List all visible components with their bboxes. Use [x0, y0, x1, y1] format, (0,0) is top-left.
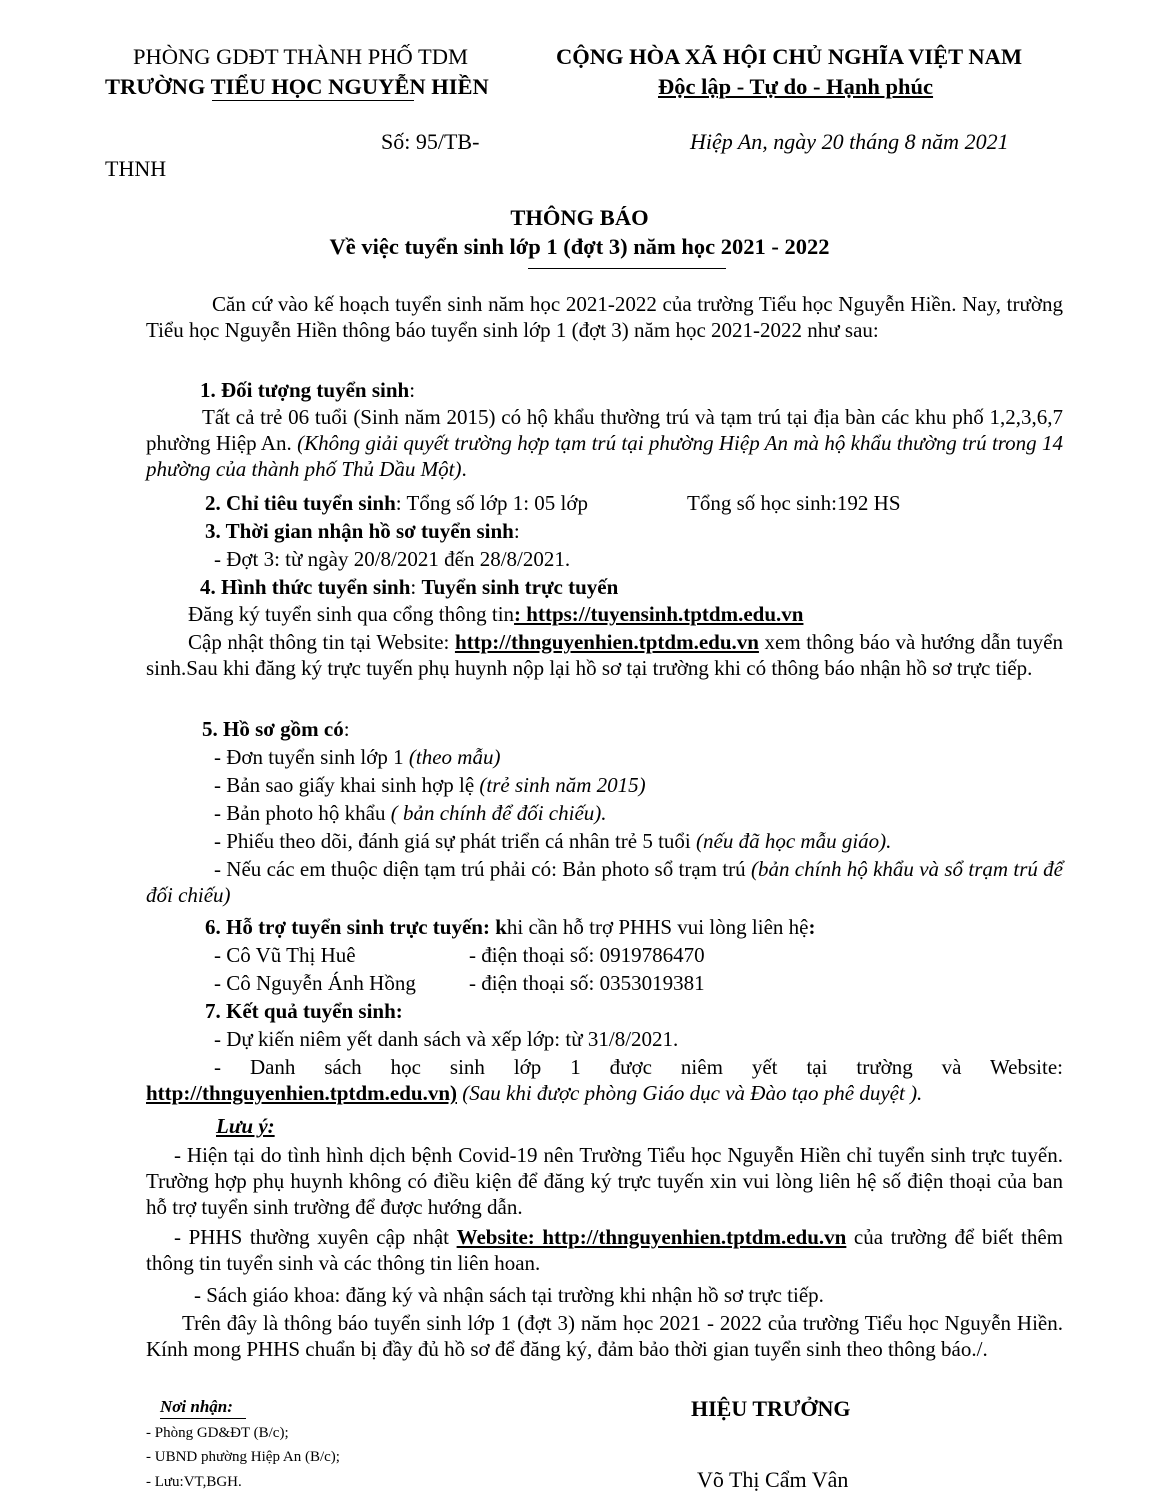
dossier-item-5	[146, 856, 1063, 908]
section-5-title: 5. Hồ sơ gồm có	[202, 717, 344, 741]
national-title: CỘNG HÒA XÃ HỘI CHỦ NGHĨA VIỆT NAM	[556, 44, 1023, 69]
note-paragraph-2	[146, 1224, 1063, 1276]
registration-url[interactable]: : https://tuyensinh.tptdm.edu.vn	[514, 602, 804, 626]
section-3-item: - Đợt 3: từ ngày 20/8/2021 đến 28/8/2021.	[214, 547, 571, 571]
note-paragraph-3: - Sách giáo khoa: đăng ký và nhận sách tại trường khi nhận hồ sơ trực tiếp.	[194, 1283, 824, 1307]
signature-name: Võ Thị Cẩm Vân	[697, 1467, 849, 1492]
document-number: Số: 95/TB-	[381, 129, 480, 154]
national-motto: Độc lập - Tự do - Hạnh phúc	[658, 74, 934, 99]
recipient-1: - Phòng GD&ĐT (B/c);	[146, 1425, 289, 1441]
section-2-line	[205, 490, 588, 516]
section-7-item-2-text: - Danh sách học sinh lớp 1 được niêm yết tại trường và Website:	[214, 1055, 1063, 1079]
closing-paragraph: Trên đây là thông báo tuyển sinh lớp 1 (đợt 3) năm học 2021 - 2022 của trường Tiểu học Nguyễn Hiền. Kính mong PHHS chuẩn bị đầy đủ hồ sơ để đăng ký, đảm bảo thời gian tuyển sinh theo thông báo./.	[146, 1311, 1063, 1361]
section-5-heading	[202, 716, 350, 742]
issuer-department: PHÒNG GDĐT THÀNH PHỐ TDM	[133, 44, 469, 69]
update-text: Cập nhật thông tin tại Website:	[188, 630, 455, 654]
note-heading: Lưu ý:	[216, 1114, 275, 1138]
section-1-heading	[200, 377, 415, 403]
note-website-link[interactable]: Website: http://thnguyenhien.tptdm.edu.vn	[456, 1225, 847, 1249]
section-1-body: Tất cả trẻ 06 tuổi (Sinh năm 2015) có hộ khẩu thường trú và tạm trú tại địa bàn các khu phố 1,2,3,6,7 phường Hiệp An.	[146, 405, 1063, 455]
signature-role: HIỆU TRƯỞNG	[691, 1396, 851, 1421]
section-7-item-2	[146, 1054, 1063, 1106]
dossier-item-text: - Bản sao giấy khai sinh hợp lệ	[214, 773, 480, 797]
recipient-2: - UBND phường Hiệp An (B/c);	[146, 1449, 340, 1465]
dossier-item-text: - Bản photo hộ khẩu	[214, 801, 391, 825]
section-3-heading	[205, 518, 520, 544]
section-1-end: .	[461, 457, 467, 481]
section-7-item-2-note: (Sau khi được phòng Giáo dục và Đào tạo phê duyệt ).	[457, 1081, 923, 1105]
date-place: Hiệp An, ngày 20 tháng 8 năm 2021	[690, 129, 1009, 154]
document-number-suffix: THNH	[105, 156, 167, 181]
dossier-item-text: - Phiếu theo dõi, đánh giá sự phát triển cá nhân trẻ 5 tuổi	[214, 829, 697, 853]
intro-paragraph: Căn cứ vào kế hoạch tuyển sinh năm học 2021-2022 của trường Tiểu học Nguyễn Hiền. Nay, trường Tiểu học Nguyễn Hiền thông báo tuyển sinh lớp 1 (đợt 3) năm học 2021-2022 như sau:	[146, 292, 1063, 342]
dossier-item-4	[214, 828, 891, 854]
section-5-colon: :	[343, 717, 350, 741]
note-2-rest: của trường để biết thêm thông tin tuyển sinh và các thông tin liên hoan.	[146, 1225, 1063, 1275]
section-3-colon: :	[513, 519, 520, 543]
registration-text: Đăng ký tuyển sinh qua cổng thông tin	[188, 602, 515, 626]
section-6-title: 6. Hỗ trợ tuyển sinh trực tuyến: k	[205, 915, 507, 939]
section-1-colon: :	[409, 378, 416, 402]
website-link[interactable]: http://thnguyenhien.tptdm.edu.vn	[454, 630, 759, 654]
dossier-item-note: ( bản chính để đối chiếu).	[390, 801, 607, 825]
section-4-title: 4. Hình thức tuyển sinh	[200, 575, 411, 599]
update-paragraph	[146, 629, 1063, 681]
section-1-note: (Không giải quyết trường hợp tạm trú tại phường Hiệp An mà hộ khẩu thường trú trong 14 phường của thành phố Thủ Dầu Một)	[146, 431, 1064, 481]
section-2-title: 2. Chỉ tiêu tuyển sinh	[205, 491, 396, 515]
dossier-item-3	[214, 800, 607, 826]
dossier-item-text: - Nếu các em thuộc diện tạm trú phải có: Bản photo sổ trạm trú	[214, 857, 751, 881]
dossier-item-2	[214, 772, 646, 798]
title-underline	[528, 268, 726, 269]
document-subtitle: Về việc tuyển sinh lớp 1 (đợt 3) năm học 2021 - 2022	[329, 234, 830, 259]
dossier-item-note: (trẻ sinh năm 2015)	[479, 773, 646, 797]
note-paragraph-1: - Hiện tại do tình hình dịch bệnh Covid-19 nên Trường Tiểu học Nguyễn Hiền chỉ tuyển sinh trực tuyến. Trường hợp phụ huynh không có điều kiện để đăng ký trực tuyến xin vui lòng liên hệ số điện thoại của ban hỗ trợ tuyển sinh trường để được hướng dẫn.	[146, 1143, 1063, 1219]
section-3-title: 3. Thời gian nhận hồ sơ tuyển sinh	[205, 519, 514, 543]
registration-line	[188, 601, 803, 627]
recipient-3: - Lưu:VT,BGH.	[146, 1474, 242, 1490]
section-1-text	[146, 404, 1063, 482]
section-6-heading	[205, 914, 815, 940]
section-4-method: Tuyển sinh trực tuyến	[421, 575, 619, 599]
section-4-colon: :	[410, 575, 422, 599]
section-2-students: Tổng số học sinh:192 HS	[687, 491, 901, 515]
results-website-link[interactable]: http://thnguyenhien.tptdm.edu.vn)	[146, 1081, 457, 1105]
contact-name-2: - Cô Nguyễn Ánh Hồng	[214, 971, 416, 995]
contact-phone-2: - điện thoại số: 0353019381	[469, 971, 705, 995]
issuer-school: TRƯỜNG TIỂU HỌC NGUYỄN HIỀN	[105, 74, 489, 99]
section-2-classes: : Tổng số lớp 1: 05 lớp	[395, 491, 588, 515]
update-rest: xem thông báo và hướng dẫn tuyển sinh.Sau khi đăng ký trực tuyến phụ huynh nộp lại hồ sơ tại trường khi có thông báo nhận hồ sơ trực tiếp.	[146, 630, 1063, 680]
recipients-underline	[160, 1418, 246, 1419]
contact-phone-1: - điện thoại số: 0919786470	[469, 943, 705, 967]
issuer-underline	[212, 100, 414, 101]
document-title: THÔNG BÁO	[510, 205, 649, 230]
section-6-text: hi cần hỗ trợ PHHS vui lòng liên hệ	[506, 915, 809, 939]
dossier-item-note: (nếu đã học mẫu giáo).	[696, 829, 892, 853]
dossier-item-note: (bản chính hộ khẩu và sổ trạm trú để đối chiếu)	[146, 857, 1064, 907]
section-1-title: 1. Đối tượng tuyển sinh	[200, 378, 410, 402]
dossier-item-note: (theo mẫu)	[408, 745, 501, 769]
section-7-heading: 7. Kết quả tuyển sinh:	[205, 999, 403, 1023]
note-2-text: - PHHS thường xuyên cập nhật	[174, 1225, 457, 1249]
section-6-colon: :	[808, 915, 816, 939]
dossier-item-text: - Đơn tuyển sinh lớp 1	[214, 745, 409, 769]
section-4-heading	[200, 574, 618, 600]
section-7-item-1: - Dự kiến niêm yết danh sách và xếp lớp: từ 31/8/2021.	[214, 1027, 679, 1051]
contact-name-1: - Cô Vũ Thị Huê	[214, 943, 356, 967]
recipients-heading: Nơi nhận:	[160, 1397, 233, 1416]
dossier-item-1	[214, 744, 500, 770]
